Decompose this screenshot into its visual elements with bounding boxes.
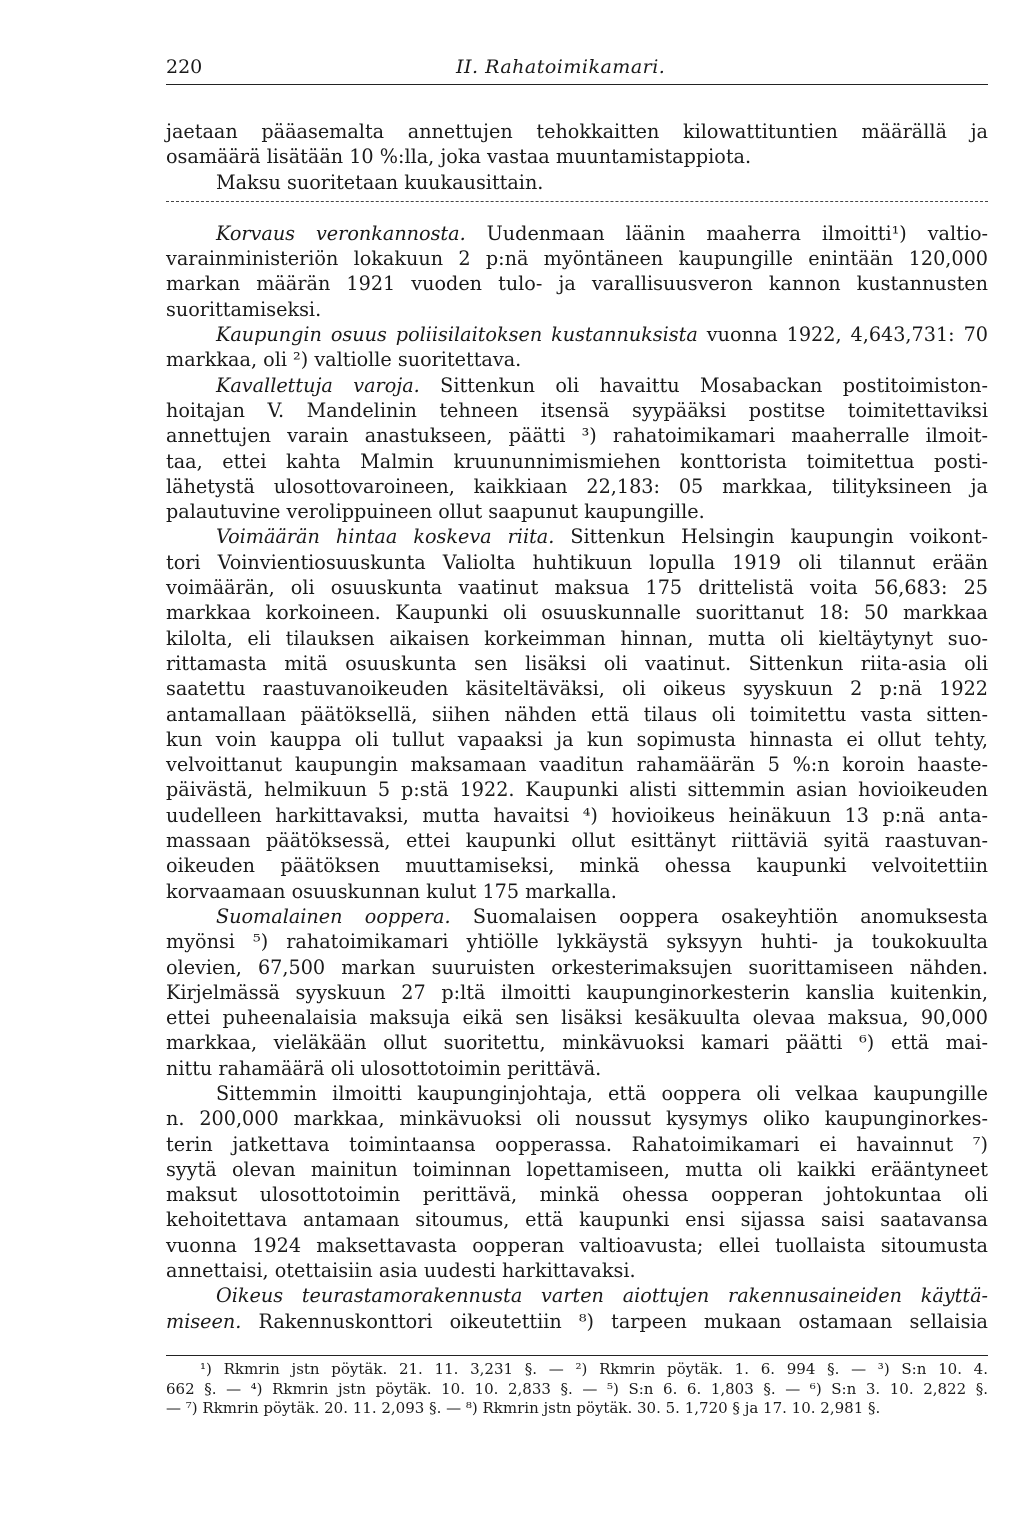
line-text: vuonna 1922, 4,643,731: 70 (697, 323, 988, 347)
text-line (166, 777, 988, 802)
line-text: myönsi ⁵) rahatoimikamari yhtiölle lykkäystä syksyyn huhti- ja toukokuulta (166, 930, 988, 954)
line-text: Uudenmaan läänin maaherra ilmoitti¹) valtio- (465, 221, 988, 245)
line-text: massaan päätöksessä, ettei kaupunki ollut esittänyt riittäviä syitä raastuvan- (166, 829, 988, 853)
line-text: n. 200,000 markkaa, minkävuoksi oli noussut kysymys oliko kaupunginorkes- (166, 1107, 988, 1131)
text-line (166, 347, 988, 372)
text-line (166, 524, 988, 549)
text-line (166, 1258, 988, 1283)
line-text: rittamasta mitä osuuskunta sen lisäksi oli vaatinut. Sittenkun riita-asia oli (166, 651, 988, 675)
text-line (166, 980, 988, 1005)
footnotes (166, 1360, 988, 1419)
line-text: taa, ettei kahta Malmin kruununnimismiehen konttorista toimitettua posti- (166, 449, 988, 473)
text-line (166, 1030, 988, 1055)
line-text: saatettu raastuvanoikeuden käsiteltäväksi, oli oikeus syyskuun 2 p:nä 1922 (166, 677, 988, 701)
italic-heading: Korvaus veronkannosta. (216, 221, 466, 245)
line-text: markkaa, oli ²) valtiolle suoritettava. (166, 348, 522, 372)
line-text: voimäärän, oli osuuskunta vaatinut maksua 175 drittelistä voita 56,683: 25 (166, 576, 988, 600)
footnote-line: ¹) Rkmrin jstn pöytäk. 21. 11. 3,231 §. — ²) Rkmrin pöytäk. 1. 6. 994 §. — ³) S:n 10. 4. (200, 1360, 988, 1378)
italic-heading: Oikeus teurastamorakennusta varten aiottujen rakennusaineiden käyttä- (216, 1284, 988, 1308)
text-line (166, 1132, 988, 1157)
text-line (166, 1233, 988, 1258)
text-line (166, 398, 988, 423)
line-text: ettei puheenalaisia maksuja eikä sen lisäksi kesäkuulta olevaa maksua, 90,000 (166, 1006, 988, 1030)
italic-heading: miseen. (166, 1309, 242, 1333)
line-text: uudelleen harkittavaksi, mutta havaitsi ⁴) hovioikeus heinäkuun 13 p:nä anta- (166, 803, 988, 827)
text-line (166, 752, 988, 777)
line-text: Suomalaisen ooppera osakeyhtiön anomuksesta (450, 904, 988, 928)
text-line (166, 929, 988, 954)
paragraph-lines (166, 221, 988, 1334)
line-text: terin jatkettava toimintaansa oopperassa. Rahatoimikamari ei havainnut ⁷) (166, 1132, 988, 1156)
line-text: Kirjelmässä syyskuun 27 p:ltä ilmoitti kaupunginorkesterin kanslia kuitenkin, (166, 980, 988, 1004)
italic-heading: Suomalainen ooppera. (216, 904, 451, 928)
text-line (166, 879, 988, 904)
line-text: velvoittanut kaupungin maksamaan vaaditun rahamäärän 5 %:n koroin haaste- (166, 753, 988, 777)
line-text: maksut ulosottotoimin perittävä, minkä ohessa oopperan johtokuntaa oli (166, 1183, 988, 1207)
italic-heading: Voimäärän hintaa koskeva riita. (216, 525, 555, 549)
line-text: palautuvine verolippuineen ollut saapunut kaupungille. (166, 500, 705, 524)
text-line (166, 828, 988, 853)
line-text: Sittenkun Helsingin kaupungin voikont- (554, 525, 989, 549)
text-line (166, 297, 988, 322)
intro-line: jaetaan pääasemalta annettujen tehokkaitten kilowattituntien määrällä ja (166, 120, 988, 143)
running-title: II. Rahatoimikamari. (456, 56, 666, 78)
text-line (166, 803, 988, 828)
line-text: vuonna 1924 maksettavasta oopperan valtioavusta; ellei tuollaista sitoumusta (166, 1233, 988, 1257)
line-text: markkaa korkoineen. Kaupunki oli osuuskunnalle suorittanut 18: 50 markkaa (166, 601, 988, 625)
text-line (166, 955, 988, 980)
line-text: lähetystä ulosottovaroineen, kaikkiaan 22,183: 05 markkaa, tilityksineen ja (166, 474, 988, 498)
line-text: kilolta, eli tilauksen aikaisen korkeimman hinnan, mutta oli kieltäytynyt suo- (166, 626, 988, 650)
text-line (166, 1309, 988, 1334)
italic-heading: Kavallettuja varoja. (216, 373, 420, 397)
text-line (166, 449, 988, 474)
footnote-line: — ⁷) Rkmrin pöytäk. 20. 11. 2,093 §. — ⁸) Rkmrin jstn pöytäk. 30. 5. 1,720 § ja 17. 10. 2,981 §. (166, 1399, 881, 1417)
line-text: Rakennuskonttori oikeutettiin ⁸) tarpeen mukaan ostamaan sellaisia (241, 1309, 988, 1333)
line-text: annettujen varain anastukseen, päätti ³) rahatoimikamari maaherralle ilmoit- (166, 424, 988, 448)
text-line (166, 853, 988, 878)
text-line (166, 600, 988, 625)
line-text: nittu rahamäärä oli ulosottotoimin perittävä. (166, 1056, 602, 1080)
line-text: päivästä, helmikuun 5 p:stä 1922. Kaupunki alisti sittemmin asian hovioikeuden (166, 778, 988, 802)
line-text: Sittenkun oli havaittu Mosabackan postitoimiston- (419, 373, 988, 397)
text-line (166, 1005, 988, 1030)
text-line (166, 499, 988, 524)
line-text: kehoitettava antamaan sitoumus, että kaupunki ensi sijassa saisi saatavansa (166, 1208, 988, 1232)
body-text (166, 119, 988, 1334)
text-line (166, 727, 988, 752)
page-number: 220 (166, 56, 203, 78)
line-text: varainministeriön lokakuun 2 p:nä myöntäneen kaupungille enintään 120,000 (166, 247, 988, 271)
dashed-separator (166, 201, 988, 212)
text-line (166, 246, 988, 271)
footnote-line: 662 §. — ⁴) Rkmrin jstn pöytäk. 10. 10. 2,833 §. — ⁵) S:n 6. 6. 1,803 §. — ⁶) S:n 3. 10. 2,822 §. (166, 1379, 988, 1398)
text-line (166, 626, 988, 651)
line-text: markan määrän 1921 vuoden tulo- ja varallisuusveron kannon kustannusten (166, 272, 988, 296)
footnote-rule (166, 1355, 988, 1356)
text-line (166, 373, 988, 398)
text-line (166, 1157, 988, 1182)
text-line (166, 1283, 988, 1308)
text-line (166, 322, 988, 347)
text-line (166, 1106, 988, 1131)
italic-heading: Kaupungin osuus poliisilaitoksen kustannuksista (216, 323, 698, 347)
text-line (166, 474, 988, 499)
line-text: markkaa, vieläkään ollut suoritettu, minkävuoksi kamari päätti ⁶) että mai- (166, 1031, 988, 1055)
line-text: hoitajan V. Mandelinin tehneen itsensä syypääksi postitse toimitettaviksi (166, 398, 988, 422)
page-header (166, 56, 988, 85)
text-line (166, 423, 988, 448)
line-text: oikeuden päätöksen muuttamiseksi, minkä ohessa kaupunki velvoitettiin (166, 854, 988, 878)
line-text: antamallaan päätöksellä, siihen nähden että tilaus oli toimitettu vasta sitten- (166, 702, 988, 726)
line-text: kun voin kauppa oli tullut vapaaksi ja kun sopimusta hinnasta ei ollut tehty, (166, 727, 988, 751)
text-line (166, 221, 988, 246)
text-line (166, 904, 988, 929)
line-text: suorittamiseksi. (166, 297, 322, 321)
text-line (166, 676, 988, 701)
line-text: tori Voinvientiosuuskunta Valiolta huhtikuun lopulla 1919 oli tilannut erään (166, 550, 988, 574)
text-line (166, 575, 988, 600)
text-line (166, 1182, 988, 1207)
line-text: annettaisi, otettaisiin asia uudesti harkittavaksi. (166, 1259, 636, 1283)
text-line (166, 702, 988, 727)
text-line (166, 651, 988, 676)
text-line (166, 550, 988, 575)
line-text: syytä olevan mainitun toiminnan lopettamiseen, mutta oli kaikki erääntyneet (166, 1157, 988, 1181)
line-text: olevien, 67,500 markan suuruisten orkesterimaksujen suorittamiseen nähden. (166, 955, 988, 979)
text-line (166, 271, 988, 296)
line-text: korvaamaan osuuskunnan kulut 175 markalla. (166, 879, 617, 903)
text-line (166, 1207, 988, 1232)
text-line (166, 1081, 988, 1106)
text-line (166, 1056, 988, 1081)
intro-line: osamäärä lisätään 10 %:lla, joka vastaa muuntamistappiota. (166, 145, 752, 169)
intro-line: Maksu suoritetaan kuukausittain. (216, 170, 544, 194)
line-text: Sittemmin ilmoitti kaupunginjohtaja, että ooppera oli velkaa kaupungille (216, 1081, 988, 1105)
